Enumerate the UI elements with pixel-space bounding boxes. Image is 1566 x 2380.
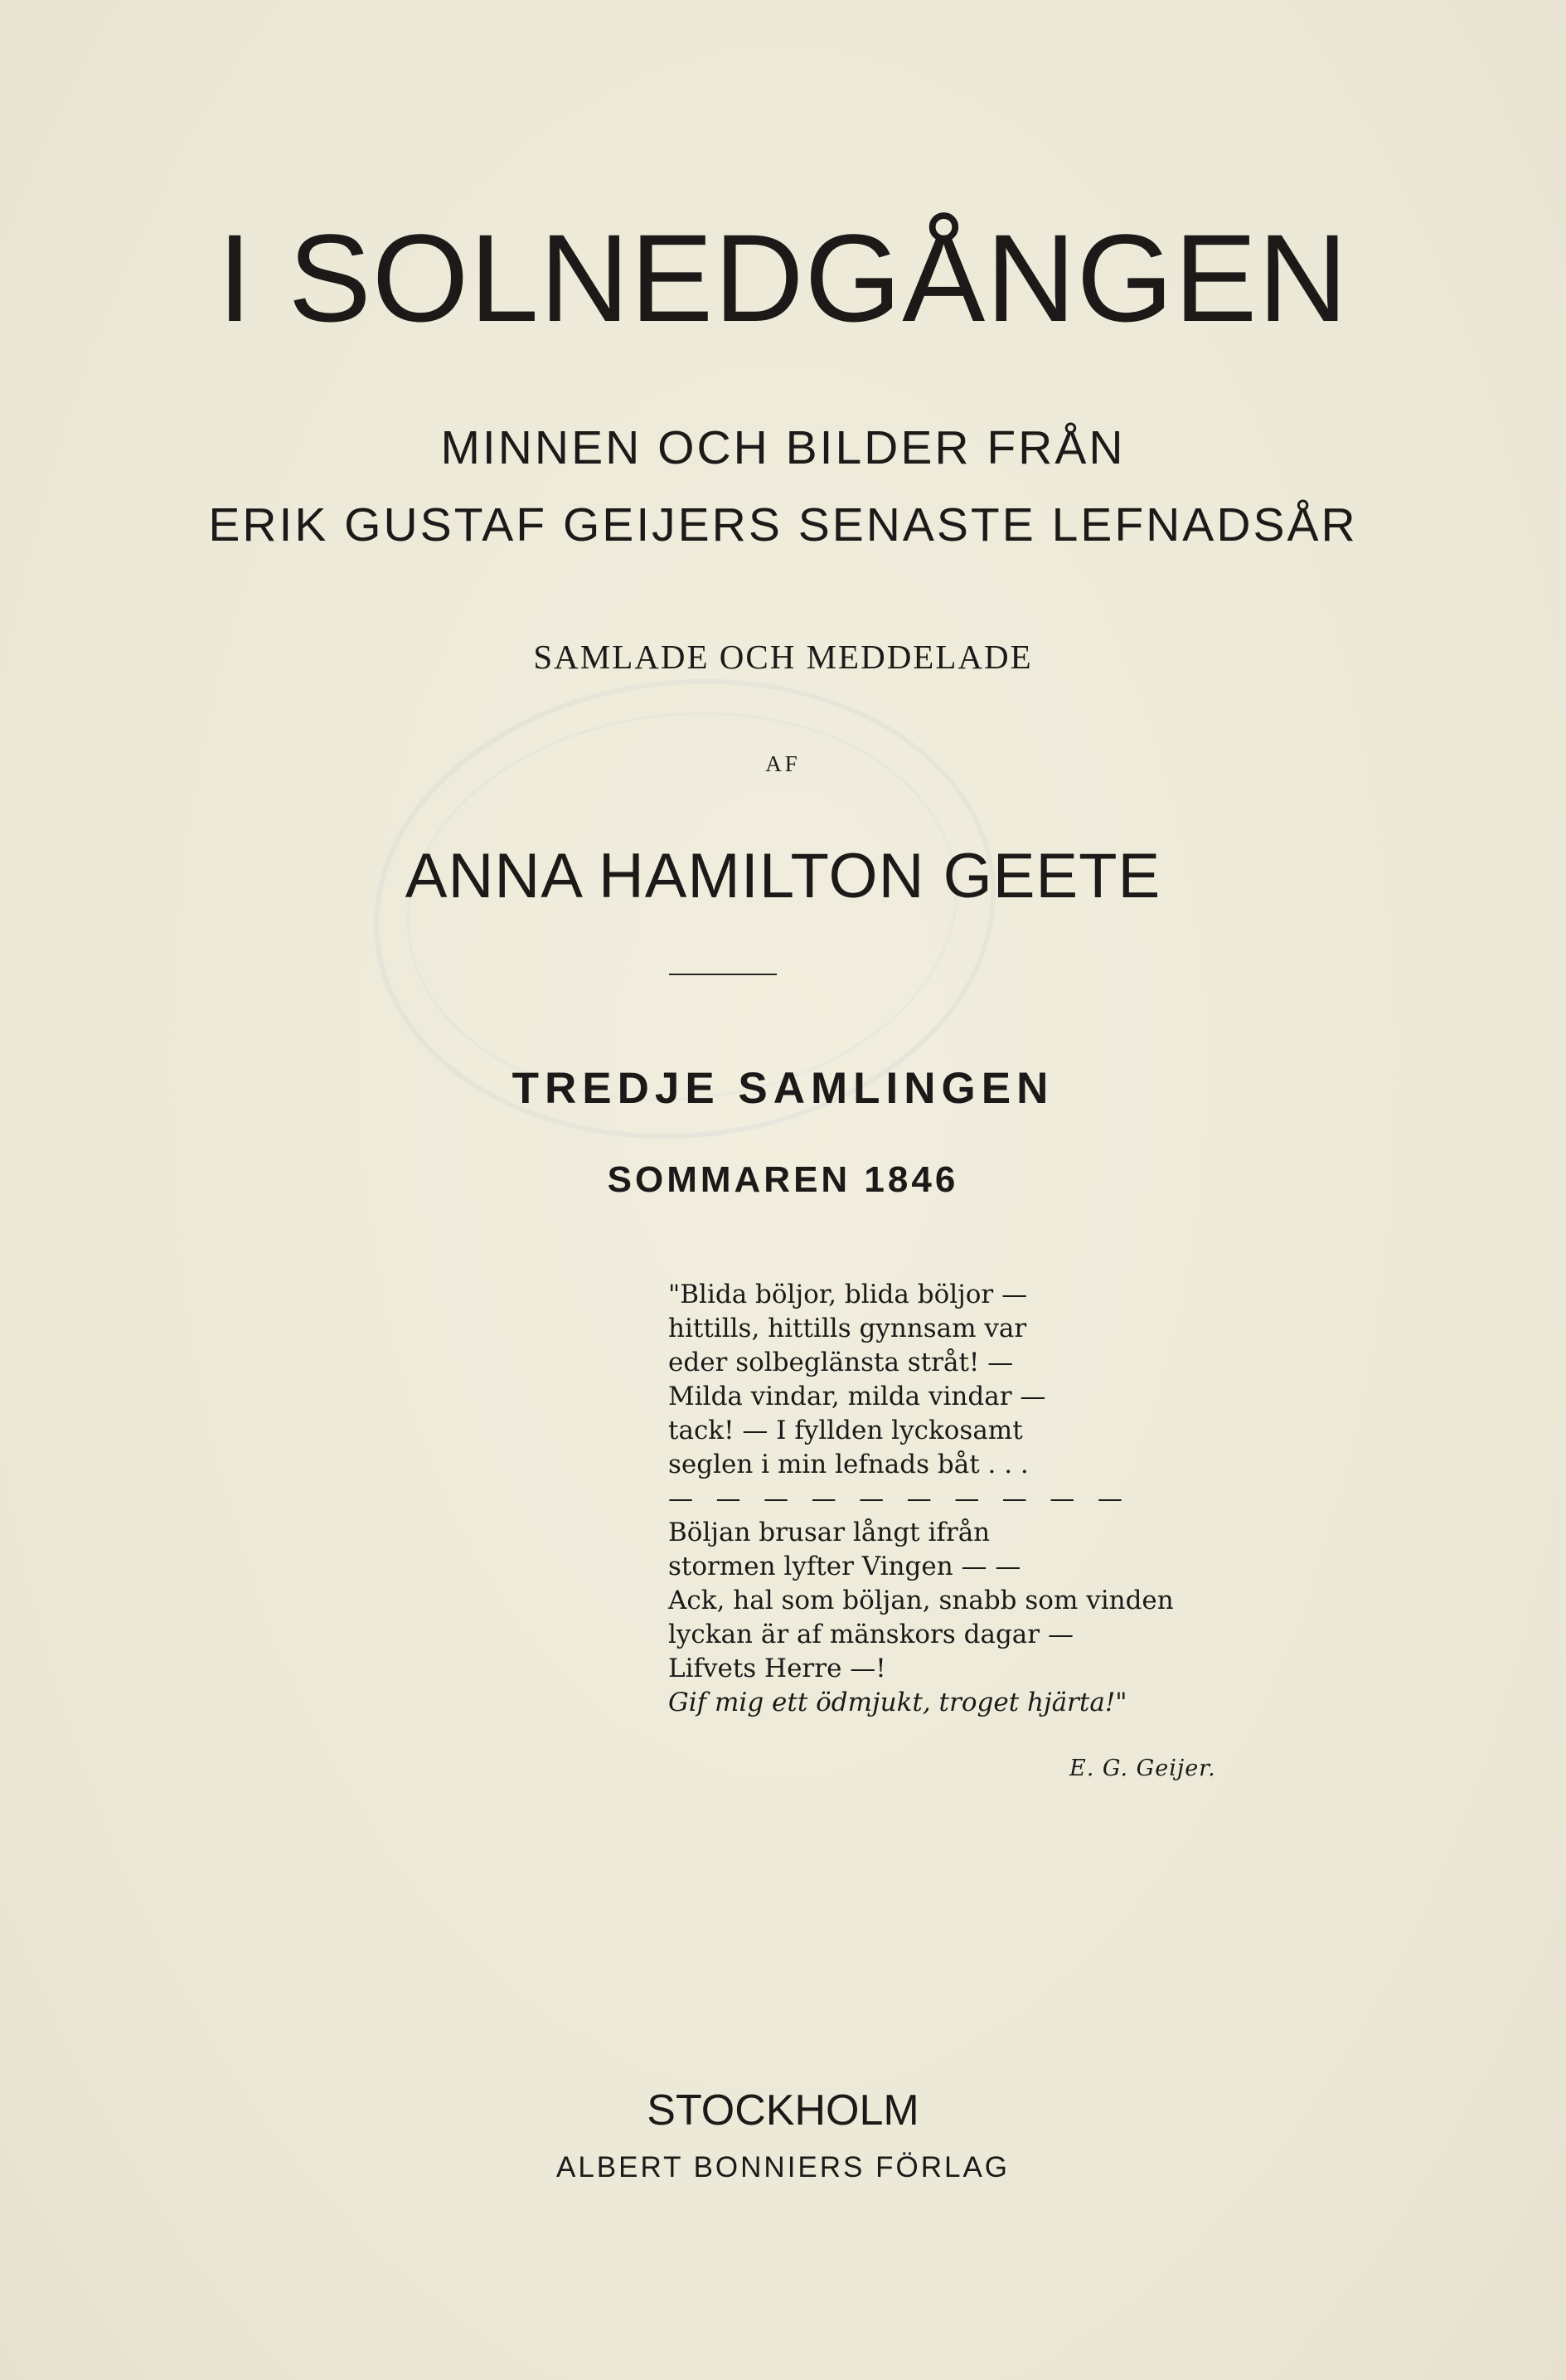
subtitle-line-1: MINNEN OCH BILDER FRÅN bbox=[440, 421, 1126, 474]
publisher-name: ALBERT BONNIERS FÖRLAG bbox=[555, 2151, 1011, 2183]
poem-line: tack! — I fyllden lyckosamt bbox=[668, 1416, 1023, 1445]
collection-label: TREDJE SAMLINGEN bbox=[511, 1064, 1055, 1113]
poem-line: Milda vindar, milda vindar — bbox=[668, 1382, 1046, 1411]
poem-signature: E. G. Geijer. bbox=[1069, 1756, 1216, 1781]
poem-line-italic: Gif mig ett ödmjukt, troget hjärta!" bbox=[668, 1688, 1127, 1717]
season-label: SOMMAREN 1846 bbox=[607, 1159, 959, 1200]
poem-dash-separator: — — — — — — — — — — bbox=[668, 1484, 1130, 1513]
by-word: AF bbox=[765, 751, 801, 776]
poem-line: Lifvets Herre —! bbox=[668, 1654, 886, 1683]
poem-line: seglen i min lefnads båt . . . bbox=[668, 1450, 1029, 1479]
divider-rule bbox=[669, 974, 777, 975]
subtitle-line-2: ERIK GUSTAF GEIJERS SENASTE LEFNADSÅR bbox=[208, 498, 1358, 551]
collected-by-label: SAMLADE OCH MEDDELADE bbox=[533, 638, 1033, 676]
poem-line: "Blida böljor, blida böljor — bbox=[668, 1280, 1028, 1309]
poem-line: Böljan brusar långt ifrån bbox=[668, 1518, 991, 1547]
book-title: I SOLNEDGÅNGEN bbox=[217, 208, 1349, 347]
poem-line: stormen lyfter Vingen — — bbox=[668, 1552, 1021, 1581]
poem-line: hittills, hittills gynnsam var bbox=[668, 1314, 1027, 1343]
epigraph-poem bbox=[668, 1278, 1414, 1720]
poem-line: Ack, hal som böljan, snabb som vinden bbox=[668, 1586, 1174, 1615]
poem-line: eder solbeglänsta stråt! — bbox=[668, 1348, 1014, 1377]
poem-line: lyckan är af mänskors dagar — bbox=[668, 1620, 1074, 1649]
author-name: ANNA HAMILTON GEETE bbox=[405, 841, 1161, 911]
publication-city: STOCKHOLM bbox=[647, 2086, 919, 2135]
